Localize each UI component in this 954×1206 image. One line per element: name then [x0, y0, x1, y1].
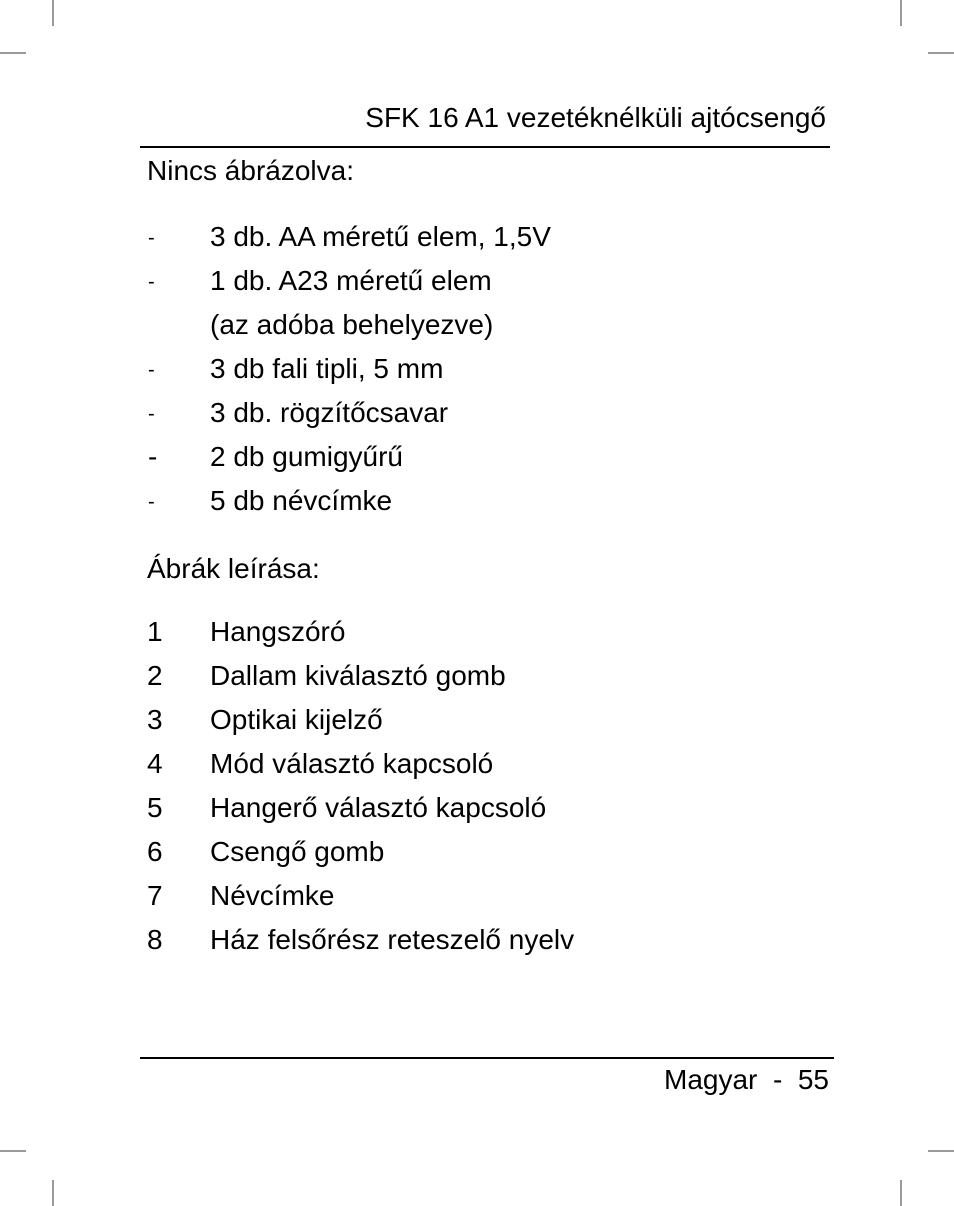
running-header: SFK 16 A1 vezetéknélküli ajtócsengő: [365, 102, 826, 133]
figure-number: 4: [147, 748, 163, 779]
figure-label: Dallam kiválasztó gomb: [210, 660, 506, 691]
figure-number: 6: [147, 836, 163, 867]
figure-label: Ház felsőrész reteszelő nyelv: [210, 924, 575, 955]
crop-mark-top-right-h: [928, 52, 954, 54]
list-bullet: -: [148, 441, 158, 472]
figure-label: Névcímke: [210, 880, 335, 911]
list-bullet: -: [148, 491, 155, 513]
figure-label: Mód választó kapcsoló: [210, 748, 494, 779]
footer-separator: -: [772, 1064, 783, 1095]
figure-label: Hangszóró: [210, 616, 346, 647]
crop-mark-bottom-right-h: [928, 1150, 954, 1152]
list-bullet: -: [148, 271, 155, 293]
list-item-text: 1 db. A23 méretű elem: [210, 265, 492, 296]
list-item-text: 3 db. AA méretű elem, 1,5V: [210, 221, 551, 252]
page-footer: [664, 1064, 829, 1096]
figure-number: 5: [147, 792, 163, 823]
figure-label: Hangerő választó kapcsoló: [210, 792, 547, 823]
list-item-text: 3 db. rögzítőcsavar: [210, 397, 449, 428]
figure-number: 3: [147, 704, 163, 735]
crop-mark-bottom-right: [900, 1180, 902, 1206]
list-item-text: 5 db névcímke: [210, 485, 393, 516]
footer-language: Magyar: [664, 1064, 758, 1095]
figure-number: 8: [147, 924, 163, 955]
crop-mark-bottom-left-h: [0, 1150, 26, 1152]
figure-label: Optikai kijelző: [210, 704, 383, 735]
figure-number: 1: [147, 616, 163, 647]
figure-label: Csengő gomb: [210, 836, 385, 867]
crop-mark-top-right: [900, 0, 902, 26]
list-item-text: 2 db gumigyűrű: [210, 441, 404, 472]
list-bullet: -: [148, 359, 155, 381]
footer-rule: [140, 1057, 834, 1059]
list-bullet: -: [148, 403, 155, 425]
list-item-text: 3 db fali tipli, 5 mm: [210, 353, 444, 384]
not-shown-heading: Nincs ábrázolva:: [147, 155, 354, 186]
crop-mark-bottom-left: [52, 1180, 54, 1206]
page-number: 55: [797, 1064, 829, 1095]
list-item-text: (az adóba behelyezve): [210, 309, 494, 340]
figure-number: 7: [147, 880, 163, 911]
header-rule: [140, 146, 830, 148]
figure-number: 2: [147, 660, 163, 691]
list-bullet: -: [148, 227, 155, 249]
crop-mark-top-left: [52, 0, 54, 26]
figures-heading: Ábrák leírása:: [147, 553, 320, 584]
crop-mark-top-left-h: [0, 52, 26, 54]
